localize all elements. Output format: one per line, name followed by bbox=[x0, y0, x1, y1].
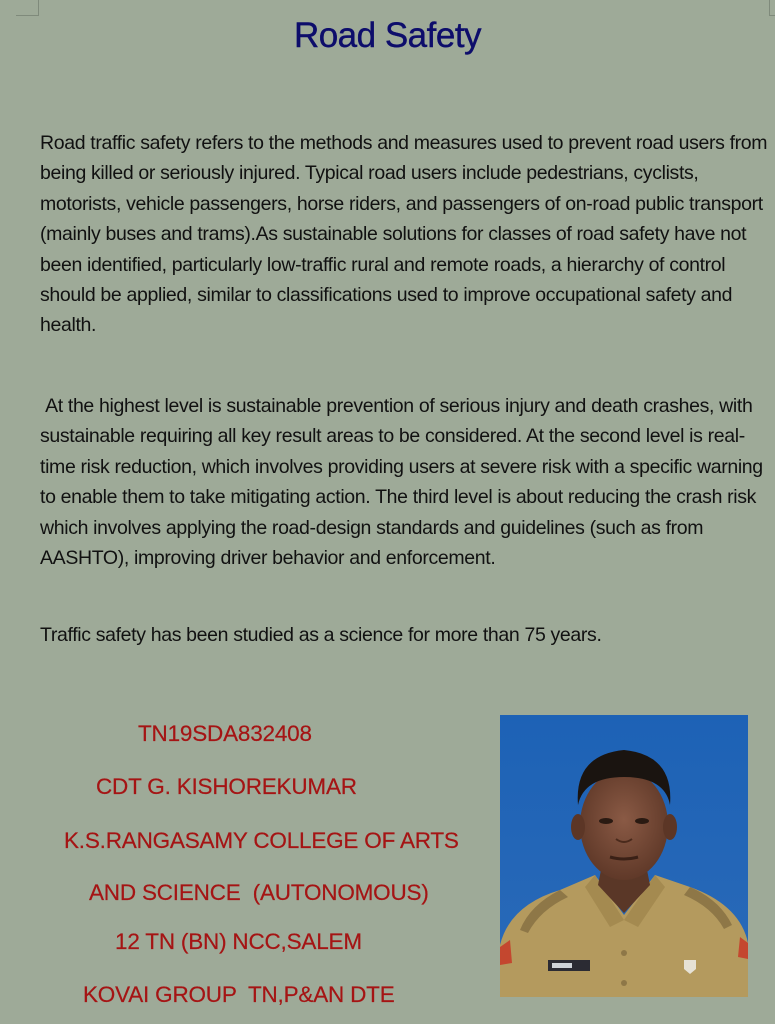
college-name-line2: AND SCIENCE (AUTONOMOUS) bbox=[89, 880, 429, 905]
cadet-name: CDT G. KISHOREKUMAR bbox=[96, 774, 357, 799]
paragraph-hierarchy bbox=[40, 391, 768, 573]
paragraph-science bbox=[40, 620, 768, 650]
corner-mark-top-right bbox=[769, 0, 775, 16]
paragraph-text: Traffic safety has been studied as a science for more than 75 years. bbox=[40, 624, 602, 646]
page-title: Road Safety bbox=[293, 16, 482, 55]
cadet-id: TN19SDA832408 bbox=[138, 721, 312, 746]
paragraph-text: Road traffic safety refers to the methods and measures used to prevent road users from being killed or seriously injured. Typical road users include pedestrians, cyclists, motorists, vehicle passengers, horse riders, and passengers of on-road public transport (mainly buses and trams).As sustainable solutions for classes of road safety have not been identified, particularly low-traffic rural and remote roads, a hierarchy of control should be applied, similar to classifications used to improve occupational safety and health. bbox=[40, 132, 768, 337]
corner-mark-top-left bbox=[16, 0, 39, 16]
paragraph-intro bbox=[40, 128, 768, 341]
ncc-group: KOVAI GROUP TN,P&AN DTE bbox=[83, 982, 395, 1007]
cadet-portrait-photo bbox=[500, 715, 748, 997]
college-name-line1: K.S.RANGASAMY COLLEGE OF ARTS bbox=[64, 828, 459, 853]
paragraph-text: At the highest level is sustainable prevention of serious injury and death crashes, with sustainable requiring all key result areas to be considered. At the second level is real-time risk reduction, which involves providing users at severe risk with a specific warning to enable them to take mitigating action. The third level is about reducing the crash risk which involves applying the road-design standards and guidelines (such as from AASHTO), improving driver behavior and enforcement. bbox=[40, 395, 768, 570]
portrait-icon bbox=[500, 715, 748, 997]
ncc-unit: 12 TN (BN) NCC,SALEM bbox=[115, 929, 362, 954]
